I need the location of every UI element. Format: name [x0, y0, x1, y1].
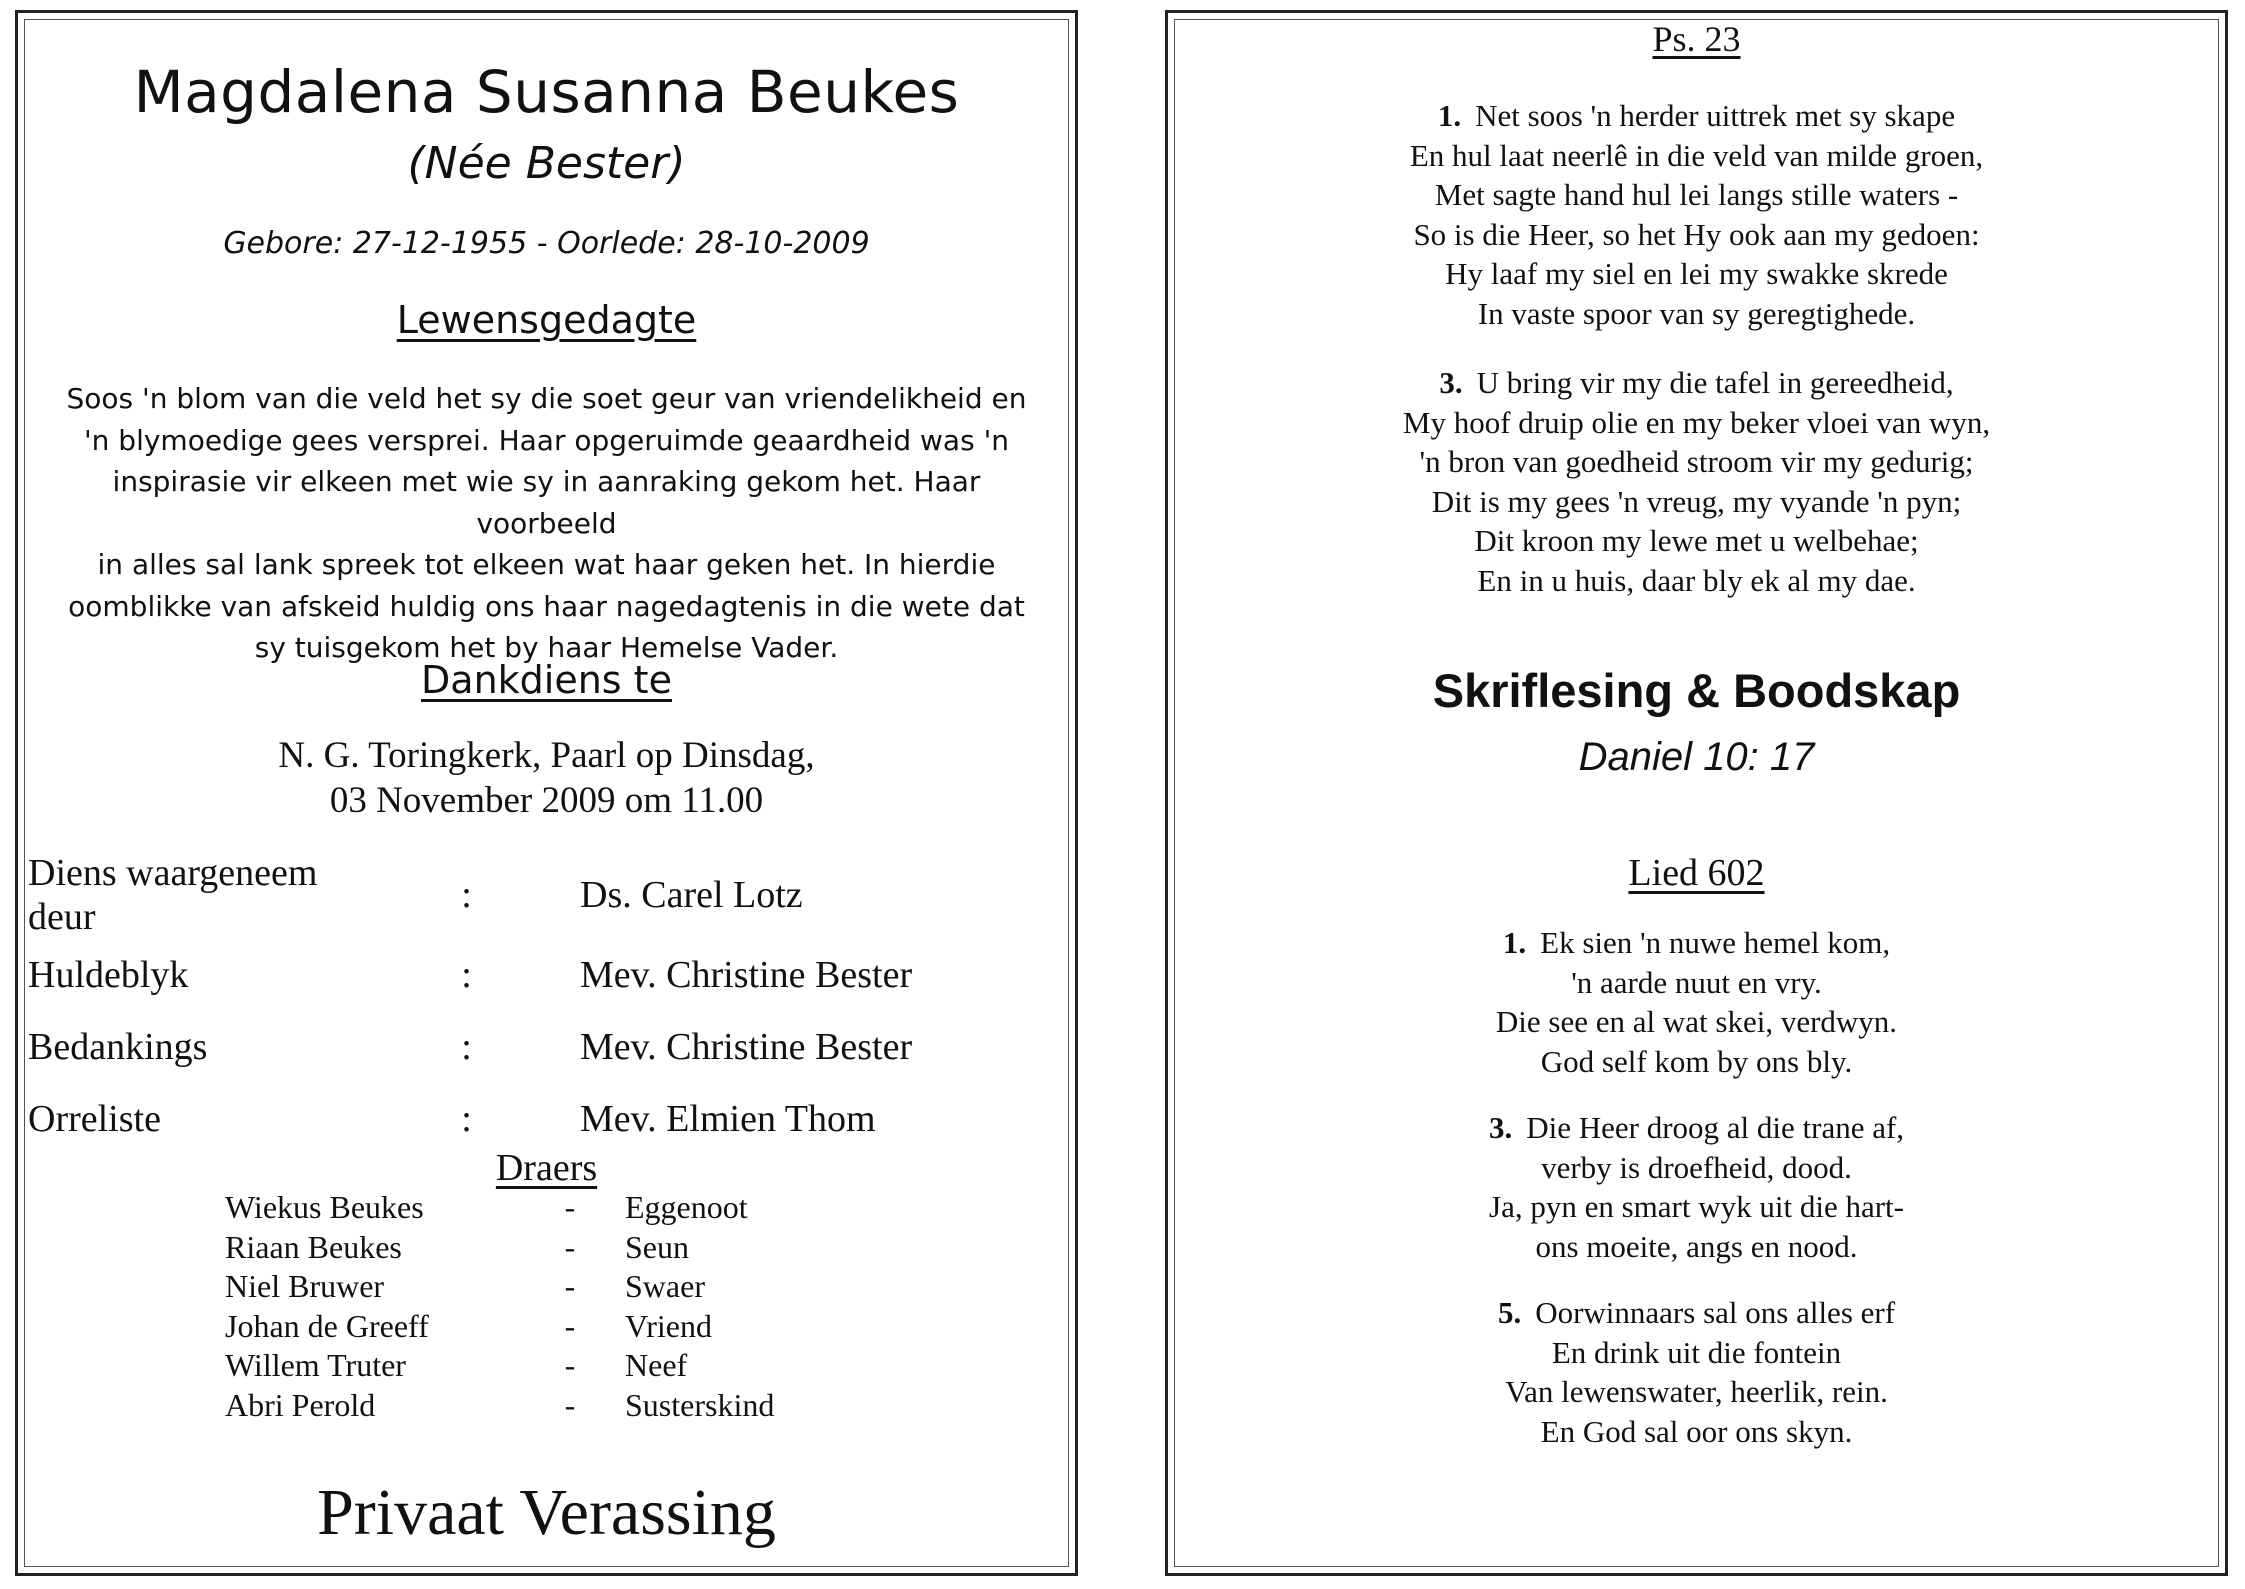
verse-number: 3. [1439, 365, 1463, 400]
bearer-separator: - [564, 1228, 576, 1265]
verse-line: ons moeite, angs en nood. [1535, 1228, 1858, 1264]
role-label: Orreliste [28, 1098, 161, 1140]
bearers-table [225, 1188, 774, 1425]
table-row [225, 1386, 774, 1426]
hymn-verse [1168, 923, 2225, 1081]
role-person: Mev. Elmien Thom [580, 1098, 876, 1140]
verse-line: In vaste spoor van sy geregtighede. [1477, 295, 1916, 331]
verse-line: Hy laaf my siel en lei my swakke skrede [1445, 256, 1948, 291]
role-person: Ds. Carel Lotz [580, 874, 803, 916]
right-page [1165, 10, 2228, 1576]
role-label: Huldeblyk [28, 954, 189, 996]
verse-line: 3. Die Heer droog al die trane af, [1488, 1110, 1905, 1145]
maiden-name: (Née Bester) [407, 138, 686, 189]
bearer-relation: Neef [625, 1347, 688, 1384]
lewensgedagte-heading: Lewensgedagte [396, 298, 697, 342]
bearer-name: Niel Bruwer [225, 1268, 385, 1305]
lewens-line: oomblikke van afskeid huldig ons haar nagedagtenis in die wete dat [68, 589, 1025, 623]
verse-line: En hul laat neerlê in die veld van milde groen, [1409, 137, 1984, 173]
psalm-heading: Ps. 23 [1652, 19, 1741, 59]
bearer-separator: - [564, 1307, 576, 1344]
role-person: Mev. Christine Bester [580, 954, 913, 996]
verse-line: En God sal oor ons skyn. [1540, 1413, 1853, 1449]
lewens-line: Soos 'n blom van die veld het sy die soet geur van vriendelikheid en [66, 382, 1027, 415]
service-roles-table [28, 851, 1068, 1155]
bearer-relation: Swaer [625, 1268, 705, 1305]
table-row [225, 1188, 774, 1228]
verse-line: Met sagte hand hul lei langs stille waters - [1434, 177, 1959, 212]
psalm-verse [1168, 363, 2225, 600]
dankdiens-details [18, 733, 1075, 823]
bearer-name: Johan de Greeff [225, 1307, 429, 1344]
verse-line: My hoof druip olie en my beker vloei van wyn, [1402, 404, 1991, 440]
psalm-verse [1168, 96, 2225, 333]
role-separator: : [461, 1098, 472, 1140]
role-label: Diens waargeneem deur [28, 852, 318, 938]
bearer-name: Abri Perold [225, 1386, 376, 1423]
lewens-line: sy tuisgekom het by haar Hemelse Vader. [254, 631, 839, 664]
lewensgedagte-text [58, 378, 1035, 669]
bearer-separator: - [564, 1268, 576, 1305]
table-row [28, 1083, 1068, 1155]
bearer-separator: - [564, 1347, 576, 1384]
lewens-line: in alles sal lank spreek tot elkeen wat haar geken het. In hierdie [97, 548, 996, 581]
bearer-relation: Susterskind [625, 1386, 775, 1423]
table-row [225, 1228, 774, 1268]
bearer-name: Willem Truter [225, 1347, 406, 1384]
bearer-separator: - [564, 1189, 576, 1226]
verse-number: 3. [1488, 1110, 1513, 1145]
reading-heading: Skriflesing & Boodskap [1432, 664, 1961, 717]
verse-line: Dit is my gees 'n vreug, my vyande 'n pyn; [1431, 483, 1962, 519]
verse-number: 5. [1497, 1295, 1522, 1330]
left-page [15, 10, 1078, 1576]
table-row [28, 851, 1068, 939]
verse-line: verby is droefheid, dood. [1541, 1149, 1852, 1185]
role-label: Bedankings [28, 1026, 208, 1068]
bearer-relation: Vriend [625, 1307, 712, 1344]
verse-line: So is die Heer, so het Hy ook aan my gedoen: [1413, 216, 1980, 252]
verse-line: 1. Net soos 'n herder uittrek met sy skape [1437, 98, 1956, 133]
role-person: Mev. Christine Bester [580, 1026, 913, 1068]
role-separator: : [461, 874, 472, 916]
verse-number: 1. [1437, 98, 1462, 133]
verse-line: 3. U bring vir my die tafel in gereedheid, [1439, 365, 1954, 400]
verse-line: Die see en al wat skei, verdwyn. [1495, 1004, 1898, 1039]
hymn-verse [1168, 1293, 2225, 1451]
bearer-separator: - [564, 1386, 576, 1423]
table-row [225, 1346, 774, 1386]
table-row [28, 939, 1068, 1011]
verse-line: En drink uit die fontein [1551, 1334, 1842, 1370]
table-row [225, 1307, 774, 1347]
role-separator: : [461, 954, 472, 996]
dankdiens-line: 03 November 2009 om 11.00 [329, 780, 764, 821]
verse-number: 1. [1502, 925, 1527, 960]
table-row [225, 1267, 774, 1307]
verse-line: En in u huis, daar bly ek al my dae. [1477, 562, 1916, 598]
table-row [28, 1011, 1068, 1083]
bearer-name: Riaan Beukes [225, 1228, 402, 1265]
closing-text: Privaat Verassing [317, 1476, 776, 1549]
verse-line: God self kom by ons bly. [1540, 1043, 1853, 1079]
bearer-relation: Eggenoot [625, 1189, 748, 1226]
hymn-heading: Lied 602 [1628, 852, 1765, 894]
lewens-line: inspirasie vir elkeen met wie sy in aanraking gekom het. Haar voorbeeld [112, 465, 981, 540]
reading-reference: Daniel 10: 17 [1578, 735, 1815, 779]
bearer-relation: Seun [625, 1228, 689, 1265]
verse-line: 'n aarde nuut en vry. [1571, 964, 1822, 1000]
life-dates: Gebore: 27-12-1955 - Oorlede: 28-10-2009 [223, 226, 870, 261]
hymn-verse [1168, 1108, 2225, 1266]
dankdiens-line: N. G. Toringkerk, Paarl op Dinsdag, [278, 735, 815, 776]
lewens-line: 'n blymoedige gees versprei. Haar opgeruimde geaardheid was 'n [83, 423, 1010, 457]
verse-line: Dit kroon my lewe met u welbehae; [1474, 523, 1919, 558]
verse-line: 1. Ek sien 'n nuwe hemel kom, [1502, 925, 1891, 960]
verse-line: Ja, pyn en smart wyk uit die hart- [1489, 1189, 1904, 1224]
draers-heading: Draers [495, 1147, 598, 1189]
verse-line: Van lewenswater, heerlik, rein. [1505, 1374, 1888, 1409]
bearer-name: Wiekus Beukes [225, 1189, 424, 1226]
verse-line: 5. Oorwinnaars sal ons alles erf [1497, 1295, 1896, 1330]
dankdiens-heading: Dankdiens te [421, 658, 672, 702]
verse-line: 'n bron van goedheid stroom vir my gedurig; [1419, 444, 1974, 479]
role-separator: : [461, 1026, 472, 1068]
deceased-name: Magdalena Susanna Beukes [133, 58, 960, 126]
